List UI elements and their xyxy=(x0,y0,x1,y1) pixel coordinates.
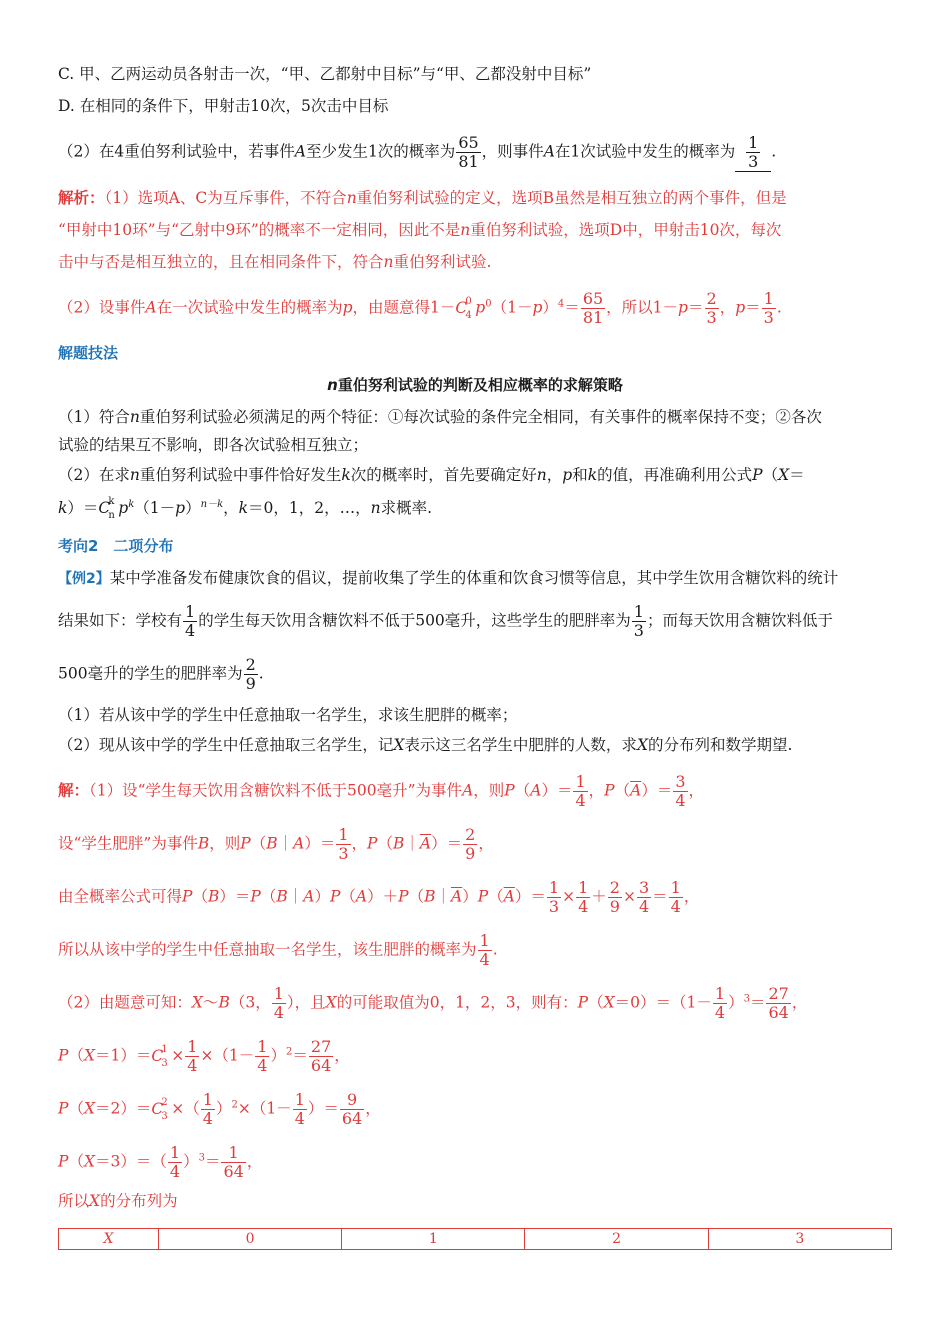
fraction: $\frac{65}{81}$ xyxy=(458,133,479,171)
table-cell: 2 xyxy=(525,1229,708,1250)
analysis-block: 解析：（1）选项A、C为互斥事件，不符合n重伯努利试验的定义，选项B虽然是相互独立的两个事件，但是 “甲射中10环”与“乙射中9环”的概率不一定相同，因此不是n重伯努利试验，选项D中，甲射击10次，每次 击中与否是相互独立的，且在相同条件下，符合n重伯努利试验. （2）设事件A在一次试验中发生的概率为p，由题意得1－C 0 4 $p^0(1-p)^4=$ $\frac{65}{81}$ ，所以1－p＝ $\frac{2}{3}$ ，p＝ $\frac{1}{3}$ . xyxy=(58,188,787,327)
table-cell: 1 xyxy=(342,1229,525,1250)
method-heading: 解题技法 xyxy=(58,344,119,362)
analysis-label: 解析： xyxy=(58,188,105,207)
question-2: （2）在4重伯努利试验中，若事件A至少发生1次的概率为 $\frac{65}{81}$ ，则事件A在1次试验中发生的概率为 $\frac{1}{3}$ . xyxy=(58,133,777,171)
answer-blank: $\frac{1}{3}$ xyxy=(735,134,771,172)
option-c: C. 甲、乙两运动员各射击一次，“甲、乙都射中目标”与“甲、乙都没射中目标” xyxy=(58,65,592,83)
table-cell: 0 xyxy=(158,1229,341,1250)
example-tag: 【例2】 xyxy=(58,571,110,588)
table-cell: X xyxy=(59,1229,159,1250)
table-row xyxy=(59,1229,892,1250)
table-cell: 3 xyxy=(708,1229,891,1250)
distribution-table xyxy=(58,1228,892,1250)
method-body: （1）符合n重伯努利试验必须满足的两个特征：①每次试验的条件完全相同，有关事件的概率保持不变；②各次 试验的结果互不影响，即各次试验相互独立； （2）在求n重伯努利试验中事件恰好发生k次的概率时，首先要确定好n，p和k的值，再准确利用公式P（X＝ k）＝C k n $p^k(1-p)^{n-k}$，k＝0，1，2，…，n求概率. xyxy=(58,408,822,522)
option-d: D. 在相同的条件下，甲射击10次，5次击中目标 xyxy=(58,97,389,115)
example-2: 【例2】某中学准备发布健康饮食的倡议，提前收集了学生的体重和饮食习惯等信息，其中学生饮用含糖饮料的统计 结果如下：学校有 $\frac{1}{4}$ 的学生每天饮用含糖饮料不低于500毫升，这些学生的肥胖率为 $\frac{1}{3}$ ；而每天饮用含糖饮料低于 500毫升的学生的肥胖率为 $\frac{2}{9}$ . （1）若从该中学的学生中任意抽取一名学生，求该生肥胖的概率； （2）现从该中学的学生中任意抽取三名学生，记X表示这三名学生中肥胖的人数，求X的分布列和数学期望. xyxy=(58,569,839,755)
section-2-heading: 考向2 二项分布 xyxy=(58,537,174,556)
solution-block: 解：（1）设“学生每天饮用含糖饮料不低于500毫升”为事件A，则P（A）＝ $\frac{1}{4}$ ，$P(\overline{A})=$ $\frac{3}{4}$ ， 设“学生肥胖”为事件B，则P（B｜A）＝ $\frac{1}{3}$ ，$P(B|\overline{A})=$ $\frac{2}{9}$ ， 由全概率公式可得$P(B)=P(B|A)P(A)+P(B|\overline{A})P(\overline{A})=$ $\frac{1}{3}$ × $\frac{1}{4}$ ＋ $\frac{2}{9}$ × $\frac{3}{4}$ ＝ $\frac{1}{4}$ ， 所以从该中学的学生中任意抽取一名学生，该生肥胖的概率为 $\frac{1}{4}$ . （2）由题意可知：X～B（3， $\frac{1}{4}$ ），且X的可能取值为0，1，2，3，则有：P（X＝0）＝（1－ $\frac{1}{4}$ ）$^3$＝ $\frac{27}{64}$ ， P（X＝1）＝C 1 3 × $\frac{1}{4}$ ×（1－ $\frac{1}{4}$ ）$^2$＝ $\frac{27}{64}$ ， P（X＝2）＝C 2 3 ×（ $\frac{1}{4}$ ）$^2$×（1－ $\frac{1}{4}$ ）＝ $\frac{9}{64}$ ， P（X＝3）＝（ $\frac{1}{4}$ ）$^3$＝ $\frac{1}{64}$ ， 所以X的分布列为 xyxy=(58,772,808,1211)
document-page xyxy=(58,60,892,1215)
method-title: n重伯努利试验的判断及相应概率的求解策略 xyxy=(327,376,623,394)
